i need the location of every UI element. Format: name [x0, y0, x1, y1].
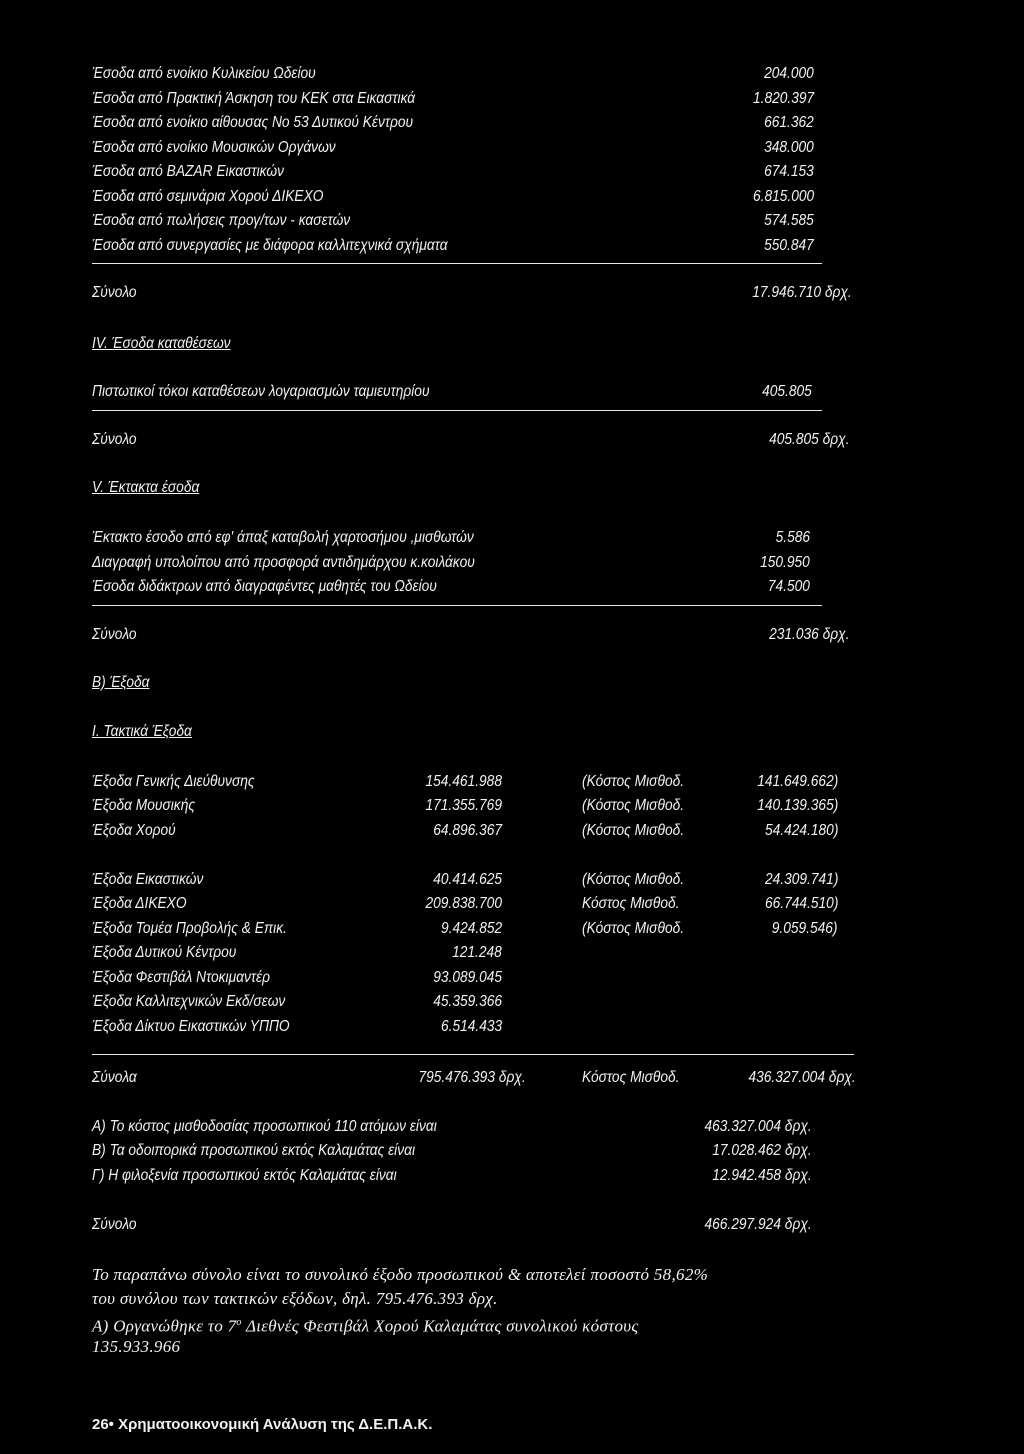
- expense-row-label: Έξοδα Μουσικής: [92, 797, 196, 814]
- staff-row-label: Β) Τα οδοιπορικά προσωπικού εκτός Καλαμάτας είναι: [92, 1142, 416, 1159]
- expense-row-value: 45.359.366: [433, 993, 502, 1010]
- cost-label: (Κόστος Μισθοδ.: [582, 773, 685, 790]
- cost-value: 24.309.741): [764, 871, 838, 888]
- expense-row-label: Έξοδα Γενικής Διεύθυνσης: [92, 773, 255, 790]
- expense-row-value: 121.248: [452, 944, 502, 961]
- rent-row-value: 6.815.000: [752, 188, 814, 205]
- rent-row-label: Έσοδα από συνεργασίες με διάφορα καλλιτεχνικά σχήματα: [92, 237, 448, 254]
- note-text: Α) Οργανώθηκε το 7: [92, 1316, 237, 1336]
- expense-row-value: 171.355.769: [425, 797, 502, 814]
- extra-row-label: Έκτακτο έσοδο από εφ' άπαξ καταβολή χαρτοσήμου ,μισθωτών: [92, 529, 474, 546]
- expense-row-label: Έξοδα Φεστιβάλ Ντοκιμαντέρ: [92, 969, 270, 986]
- extra-row-value: 150.950: [760, 554, 810, 571]
- expense-row-label: Έξοδα Δυτικού Κέντρου: [92, 944, 237, 961]
- total-label: Σύνολο: [92, 431, 137, 448]
- expense-row-value: 9.424.852: [440, 920, 502, 937]
- rent-row-label: Έσοδα από πωλήσεις προγ/των - κασετών: [92, 212, 351, 229]
- total-value: 795.476.393 δρχ.: [418, 1069, 526, 1086]
- total-label: Σύνολο: [92, 1216, 137, 1233]
- note-superscript: ο: [236, 1317, 242, 1328]
- section-subheading: Ι. Τακτικά Έξοδα: [92, 723, 192, 740]
- cost-value: 54.424.180): [764, 822, 838, 839]
- deposit-row-value: 405.805: [762, 383, 812, 400]
- total-value: 17.946.710 δρχ.: [752, 284, 852, 301]
- expense-row-label: Έξοδα Χορού: [92, 822, 176, 839]
- extra-row-label: Έσοδα διδάκτρων από διαγραφέντες μαθητές του Ωδείου: [92, 578, 437, 595]
- note-line: 135.933.966: [92, 1337, 181, 1356]
- total-value: 466.297.924 δρχ.: [704, 1216, 812, 1233]
- staff-row-label: Γ) Η φιλοξενία προσωπικού εκτός Καλαμάτας είναι: [92, 1167, 397, 1184]
- staff-row-value: 17.028.462 δρχ.: [712, 1142, 812, 1159]
- note-line: [92, 1313, 639, 1337]
- divider: [92, 605, 822, 606]
- cost-label: (Κόστος Μισθοδ.: [582, 920, 685, 937]
- expense-row-label: Έξοδα Τομέα Προβολής & Επικ.: [92, 920, 287, 937]
- divider: [92, 1054, 854, 1055]
- expense-row-value: 40.414.625: [433, 871, 502, 888]
- expense-row-value: 64.896.367: [433, 822, 502, 839]
- rent-row-value: 574.585: [764, 212, 814, 229]
- divider: [92, 410, 822, 411]
- rent-row-value: 1.820.397: [752, 90, 814, 107]
- note-text: Διεθνές Φεστιβάλ Χορού Καλαμάτας συνολικού κόστους: [241, 1316, 639, 1336]
- extra-row-value: 5.586: [775, 529, 810, 546]
- section-heading: V. Έκτακτα έσοδα: [92, 479, 200, 496]
- page-footer: 26• Χρηματοοικονομική Ανάλυση της Δ.Ε.Π.Α.Κ.: [92, 1416, 433, 1433]
- cost-value: 141.649.662): [756, 773, 838, 790]
- expense-row-value: 93.089.045: [433, 969, 502, 986]
- note-line: του συνόλου των τακτικών εξόδων, δηλ. 795.476.393 δρχ.: [92, 1289, 498, 1308]
- total-cost-label: Κόστος Μισθοδ.: [582, 1069, 680, 1086]
- rent-row-value: 674.153: [764, 163, 814, 180]
- rent-row-value: 661.362: [764, 114, 814, 131]
- total-value: 405.805 δρχ.: [769, 431, 850, 448]
- section-heading: IV. Έσοδα καταθέσεων: [92, 335, 231, 352]
- expense-row-value: 209.838.700: [425, 895, 502, 912]
- cost-label: Κόστος Μισθοδ.: [582, 895, 680, 912]
- rent-row-label: Έσοδα από σεμινάρια Χορού ΔΙΚΕΧΟ: [92, 188, 324, 205]
- rent-row-label: Έσοδα από ενοίκιο Μουσικών Οργάνων: [92, 139, 336, 156]
- cost-value: 9.059.546): [772, 920, 838, 937]
- total-label: Σύνολο: [92, 626, 137, 643]
- rent-row-value: 348.000: [764, 139, 814, 156]
- divider: [92, 263, 822, 264]
- rent-row-label: Έσοδα από ΒΑΖΑR Εικαστικών: [92, 163, 284, 180]
- expense-row-label: Έξοδα ΔΙΚΕΧΟ: [92, 895, 187, 912]
- rent-row-label: Έσοδα από ενοίκιο αίθουσας Νο 53 Δυτικού Κέντρου: [92, 114, 414, 131]
- deposit-row-label: Πιστωτικοί τόκοι καταθέσεων λογαριασμών ταμιευτηρίου: [92, 383, 430, 400]
- rent-row-label: Έσοδα από Πρακτική Άσκηση του ΚΕΚ στα Εικαστικά: [92, 90, 416, 107]
- expense-row-label: Έξοδα Καλλιτεχνικών Εκδ/σεων: [92, 993, 286, 1010]
- cost-label: (Κόστος Μισθοδ.: [582, 822, 685, 839]
- cost-label: (Κόστος Μισθοδ.: [582, 871, 685, 888]
- expense-row-value: 154.461.988: [425, 773, 502, 790]
- total-value: 231.036 δρχ.: [769, 626, 850, 643]
- total-label: Σύνολα: [92, 1069, 137, 1086]
- rent-row-label: Έσοδα από ενοίκιο Κυλικείου Ωδείου: [92, 65, 316, 82]
- rent-row-value: 204.000: [764, 65, 814, 82]
- extra-row-value: 74.500: [767, 578, 810, 595]
- extra-row-label: Διαγραφή υπολοίπου από προσφορά αντιδημάρχου κ.κοιλάκου: [92, 554, 475, 571]
- staff-row-label: Α) Το κόστος μισθοδοσίας προσωπικού 110 ατόμων είναι: [92, 1118, 437, 1135]
- section-heading: Β) Έξοδα: [92, 674, 150, 691]
- cost-value: 140.139.365): [756, 797, 838, 814]
- total-label: Σύνολο: [92, 284, 137, 301]
- expense-row-value: 6.514.433: [440, 1018, 502, 1035]
- cost-value: 66.744.510): [764, 895, 838, 912]
- staff-row-value: 463.327.004 δρχ.: [704, 1118, 812, 1135]
- staff-row-value: 12.942.458 δρχ.: [712, 1167, 812, 1184]
- note-line: Το παραπάνω σύνολο είναι το συνολικό έξοδο προσωπικού & αποτελεί ποσοστό 58,62%: [92, 1265, 709, 1284]
- expense-row-label: Έξοδα Δίκτυο Εικαστικών ΥΠΠΟ: [92, 1018, 290, 1035]
- cost-label: (Κόστος Μισθοδ.: [582, 797, 685, 814]
- rent-row-value: 550.847: [764, 237, 814, 254]
- total-cost-value: 436.327.004 δρχ.: [748, 1069, 856, 1086]
- expense-row-label: Έξοδα Εικαστικών: [92, 871, 204, 888]
